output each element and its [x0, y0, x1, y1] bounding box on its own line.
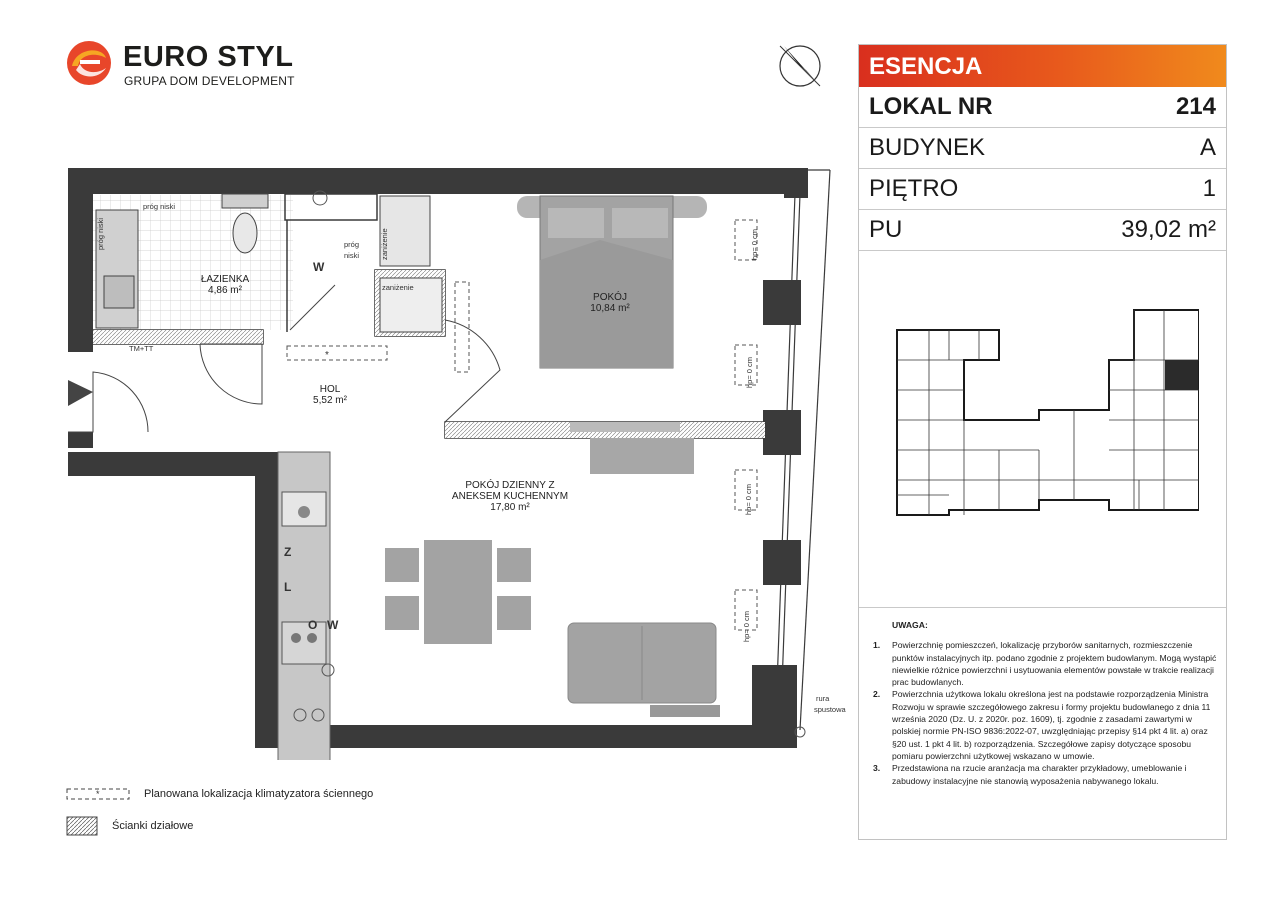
room-area: 10,84 m²: [590, 303, 630, 314]
sill-height-label: hp= 0 cm: [742, 610, 751, 642]
water-point-label: W: [327, 618, 339, 632]
dashed-box-icon: [66, 787, 130, 801]
highlighted-unit: [1165, 360, 1198, 390]
partition-hatch: [93, 330, 263, 344]
apartment-info-panel: [858, 44, 1227, 840]
info-row-unit-number: [859, 87, 1226, 128]
brand-tagline: GRUPA DOM DEVELOPMENT: [124, 74, 295, 88]
legend-item-partition: [66, 816, 193, 836]
bed: [517, 196, 707, 368]
room-area: 17,80 m²: [490, 502, 530, 513]
room-name-line2: ANEKSEM KUCHENNYM: [451, 491, 569, 502]
room-living-kitchen: [430, 480, 590, 513]
downpipe-label: rura: [816, 694, 830, 703]
wardrobe: [570, 422, 680, 432]
brand-name: EURO STYL: [123, 41, 294, 73]
sewage-point-label: O: [308, 618, 318, 632]
notes-title: UWAGA:: [892, 620, 928, 630]
note-item: [873, 639, 1218, 688]
floor-plan-drawing: [0, 160, 860, 760]
info-value: 214: [1175, 93, 1216, 120]
note-number: 2.: [873, 689, 881, 700]
sill-height-label: hp= 0 cm: [750, 228, 759, 260]
room-name: POKÓJ: [593, 292, 627, 303]
info-label: PU: [869, 216, 903, 243]
room-name: HOL: [319, 384, 341, 395]
info-label: BUDYNEK: [869, 134, 986, 161]
info-value: 39,02 m²: [1121, 216, 1216, 243]
ceiling-drop-label: zaniżenie: [382, 283, 414, 292]
downpipe-label: spustowa: [814, 705, 846, 714]
sideboard: [650, 705, 720, 717]
point-label: L: [284, 580, 292, 594]
north-compass-icon: [776, 42, 824, 90]
note-text: Powierzchnię pomieszczeń, lokalizację przyborów sanitarnych, rozmieszczenie punktów instalacyjnych itp. podano zgodnie z projektem budowlanym. Mogą wystąpić niewielkie różnice powierzchni i usytuowania elementów powstałe w trakcie realizacji prac budowlanych.: [892, 640, 1217, 688]
brand-logo: [66, 40, 296, 90]
legend: [66, 784, 466, 844]
hatch-swatch-icon: [66, 816, 98, 836]
legend-item-ac: [66, 784, 373, 804]
note-number: 1.: [873, 640, 881, 651]
threshold-label: próg niski: [96, 217, 105, 250]
note-text: Przedstawiona na rzucie aranżacja ma charakter przykładowy, umeblowanie i zabudowy instalacyjne nie stanowią wyposażenia nabywanego lokalu.: [892, 763, 1187, 786]
room-bedroom: [570, 292, 650, 314]
note-text: Powierzchnia użytkowa lokalu określona jest na podstawie rozporządzenia Ministra Rozwoju w sprawie szczegółowego zakresu i formy projektu budowlanego z dnia 11 września 2020 (Dz. U. z 2020r. poz. 1609), tj. zgodnie z zasadami zawartymi w polskiej normie PN-ISO 9836:2022-07, uwzględniając przepisy §14 pkt 4 lit. a) oraz §20 ust. 1 pkt 4 lit. b) rozporządzenia. Szczegółowe zapisy dotyczące sposobu pomiaru powierzchni użytkowej wskazano w umowie.: [892, 689, 1211, 761]
entrance-arrow-icon: [68, 380, 93, 406]
info-row-building: [859, 128, 1226, 169]
note-number: 3.: [873, 763, 881, 774]
building-key-plan: [889, 300, 1199, 525]
info-label: LOKAL NR: [869, 93, 993, 120]
note-item: [873, 762, 1218, 787]
sofa: [568, 623, 716, 703]
room-name: ŁAZIENKA: [200, 274, 250, 285]
note-item: [873, 688, 1218, 762]
floor-plan: [0, 160, 860, 760]
threshold-label: próg: [344, 240, 360, 249]
ac-star-label: *: [325, 350, 329, 361]
legend-text: Ścianki działowe: [112, 820, 194, 832]
info-value: 1: [1202, 175, 1216, 202]
tv-cabinet: [590, 438, 694, 474]
info-value: A: [1199, 134, 1216, 161]
water-point-label: W: [313, 260, 325, 274]
ceiling-drop-label: zaniżenie: [380, 228, 389, 260]
euro-styl-logo-icon: [66, 40, 112, 86]
sill-height-label: hp= 0 cm: [744, 483, 753, 515]
room-area: 5,52 m²: [313, 395, 347, 406]
room-bathroom: [185, 274, 265, 296]
legend-text: Planowana lokalizacja klimatyzatora ściennego: [144, 788, 374, 800]
dining-set: [385, 540, 531, 644]
kitchen-counter: [278, 452, 330, 760]
investment-name: ESENCJA: [859, 45, 1226, 87]
notes-section: [873, 619, 1218, 787]
svg-text:*: *: [96, 789, 100, 799]
threshold-label: próg niski: [143, 202, 176, 211]
threshold-label: niski: [344, 251, 360, 260]
sill-height-label: hp= 0 cm: [745, 356, 754, 388]
info-row-floor: [859, 169, 1226, 210]
info-label: PIĘTRO: [869, 175, 959, 202]
room-hall: [290, 384, 370, 406]
room-name: POKÓJ DZIENNY Z: [465, 480, 555, 491]
notes-divider: [859, 607, 1226, 608]
meter-label: TM+TT: [129, 344, 154, 353]
room-area: 4,86 m²: [208, 285, 242, 296]
gas-point-label: Z: [284, 545, 292, 559]
info-row-area: [859, 210, 1226, 251]
